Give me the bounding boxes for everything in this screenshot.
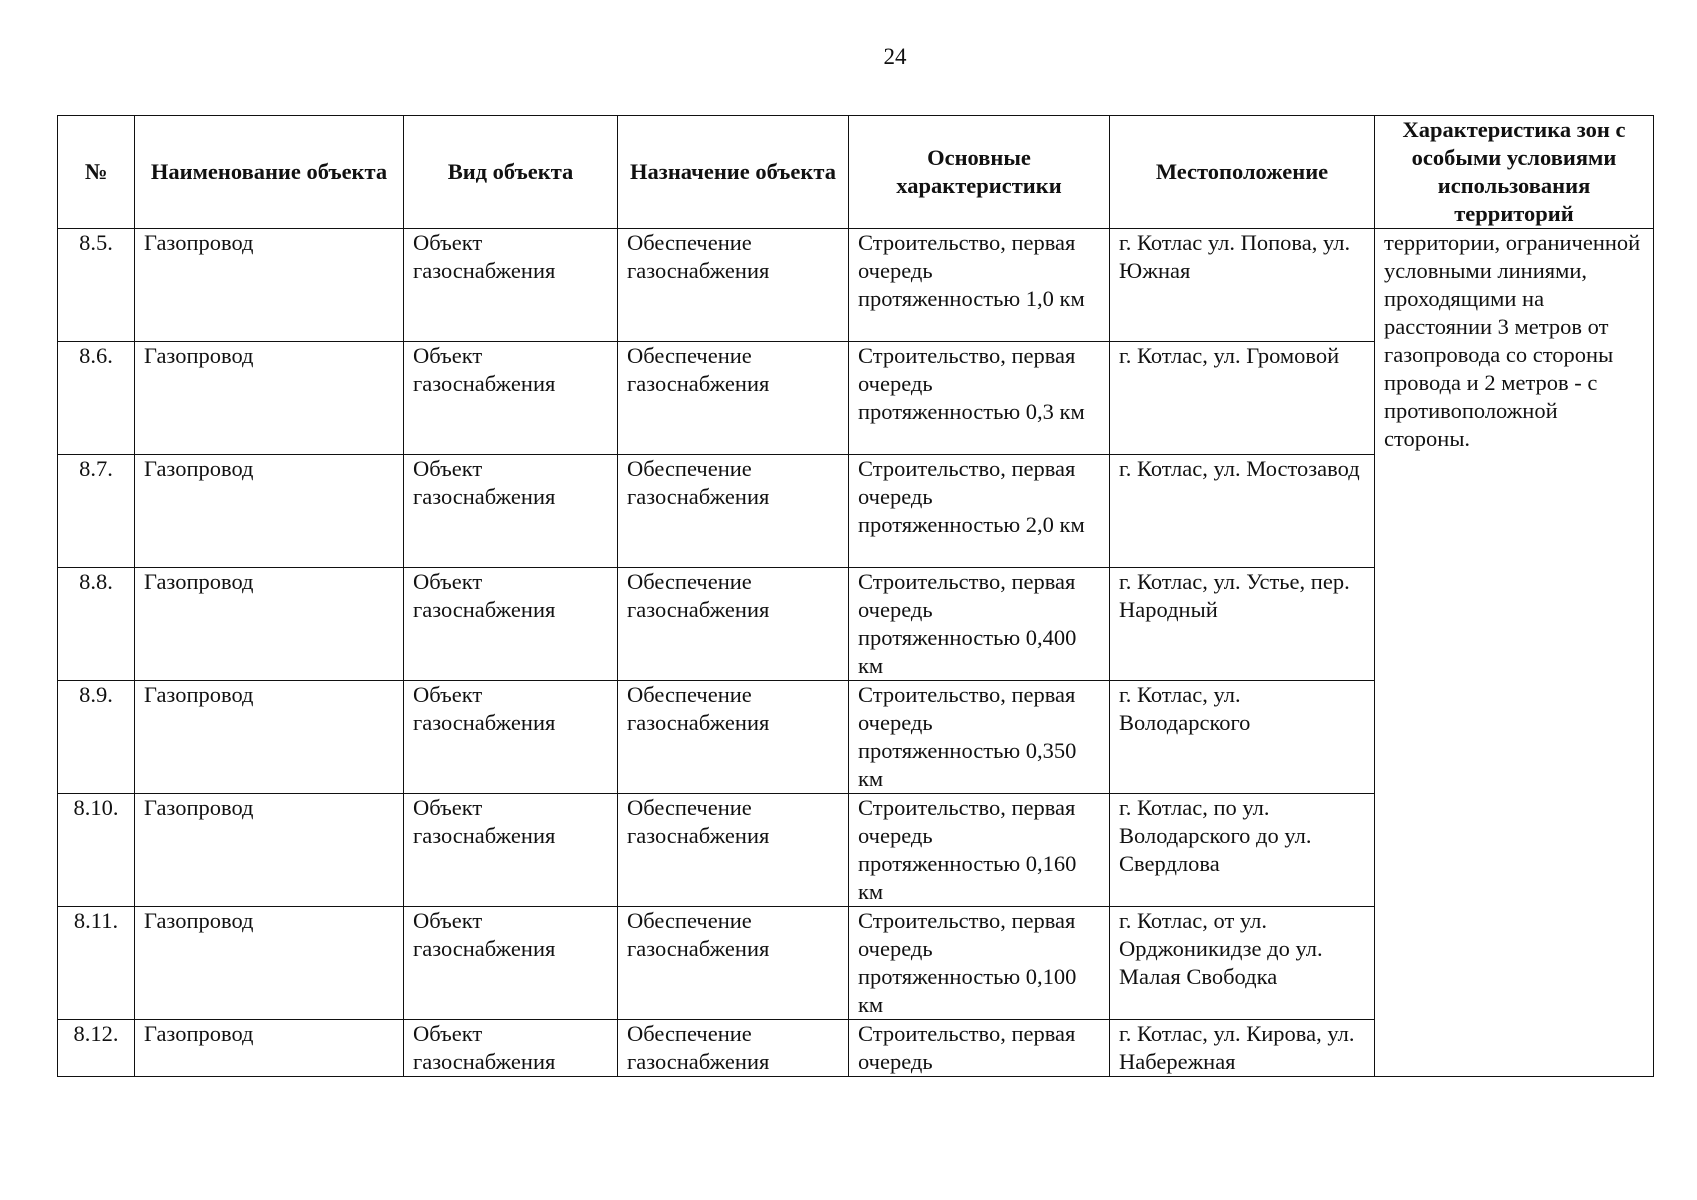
row-number: 8.11. (58, 907, 135, 1020)
object-kind: Объект газоснабжения (404, 907, 618, 1020)
object-purpose: Обеспечение газоснабжения (618, 342, 849, 455)
object-characteristics: Строительство, первая очередь протяженностью 0,400 км (849, 568, 1110, 681)
object-kind: Объект газоснабжения (404, 342, 618, 455)
object-purpose: Обеспечение газоснабжения (618, 568, 849, 681)
page-number: 24 (883, 44, 907, 69)
object-kind: Объект газоснабжения (404, 229, 618, 342)
object-name: Газопровод (135, 342, 404, 455)
object-characteristics: Строительство, первая очередь протяженностью 0,3 км (849, 342, 1110, 455)
row-number: 8.5. (58, 229, 135, 342)
object-name: Газопровод (135, 681, 404, 794)
object-name: Газопровод (135, 794, 404, 907)
row-number: 8.12. (58, 1020, 135, 1077)
object-kind: Объект газоснабжения (404, 1020, 618, 1077)
object-name: Газопровод (135, 455, 404, 568)
object-location: г. Котлас, ул. Володарского (1110, 681, 1375, 794)
object-characteristics: Строительство, первая очередь протяженностью 0,160 км (849, 794, 1110, 907)
object-name: Газопровод (135, 568, 404, 681)
header-purpose: Назначение объекта (618, 116, 849, 229)
header-kind: Вид объекта (404, 116, 618, 229)
row-number: 8.9. (58, 681, 135, 794)
object-location: г. Котлас ул. Попова, ул. Южная (1110, 229, 1375, 342)
row-number: 8.7. (58, 455, 135, 568)
table-row (58, 229, 1654, 342)
object-name: Газопровод (135, 1020, 404, 1077)
object-purpose: Обеспечение газоснабжения (618, 907, 849, 1020)
object-kind: Объект газоснабжения (404, 455, 618, 568)
object-name: Газопровод (135, 907, 404, 1020)
object-purpose: Обеспечение газоснабжения (618, 229, 849, 342)
header-name: Наименование объекта (135, 116, 404, 229)
object-kind: Объект газоснабжения (404, 794, 618, 907)
object-location: г. Котлас, ул. Мостозавод (1110, 455, 1375, 568)
object-name: Газопровод (135, 229, 404, 342)
object-location: г. Котлас, ул. Кирова, ул. Набережная (1110, 1020, 1375, 1077)
header-location: Местоположение (1110, 116, 1375, 229)
object-location: г. Котлас, от ул. Орджоникидзе до ул. Малая Свободка (1110, 907, 1375, 1020)
object-purpose: Обеспечение газоснабжения (618, 1020, 849, 1077)
table-header-row (58, 116, 1654, 229)
objects-table (57, 115, 1654, 1077)
object-characteristics: Строительство, первая очередь протяженностью 0,100 км (849, 907, 1110, 1020)
header-num: № (58, 116, 135, 229)
object-characteristics: Строительство, первая очередь протяженностью 2,0 км (849, 455, 1110, 568)
object-kind: Объект газоснабжения (404, 568, 618, 681)
object-kind: Объект газоснабжения (404, 681, 618, 794)
object-location: г. Котлас, ул. Устье, пер. Народный (1110, 568, 1375, 681)
zone-characteristics: территории, ограниченной условными линиями, проходящими на расстоянии 3 метров от газопровода со стороны провода и 2 метров - с противоположной стороны. (1375, 229, 1654, 1077)
header-zones: Характеристика зон с особыми условиями использования территорий (1375, 116, 1654, 229)
object-characteristics: Строительство, первая очередь протяженностью 0,350 км (849, 681, 1110, 794)
object-location: г. Котлас, ул. Громовой (1110, 342, 1375, 455)
header-characteristics: Основные характеристики (849, 116, 1110, 229)
row-number: 8.8. (58, 568, 135, 681)
object-location: г. Котлас, по ул. Володарского до ул. Свердлова (1110, 794, 1375, 907)
object-characteristics: Строительство, первая очередь протяженностью 1,0 км (849, 229, 1110, 342)
object-purpose: Обеспечение газоснабжения (618, 455, 849, 568)
object-characteristics: Строительство, первая очередь (849, 1020, 1110, 1077)
object-purpose: Обеспечение газоснабжения (618, 681, 849, 794)
object-purpose: Обеспечение газоснабжения (618, 794, 849, 907)
row-number: 8.6. (58, 342, 135, 455)
row-number: 8.10. (58, 794, 135, 907)
